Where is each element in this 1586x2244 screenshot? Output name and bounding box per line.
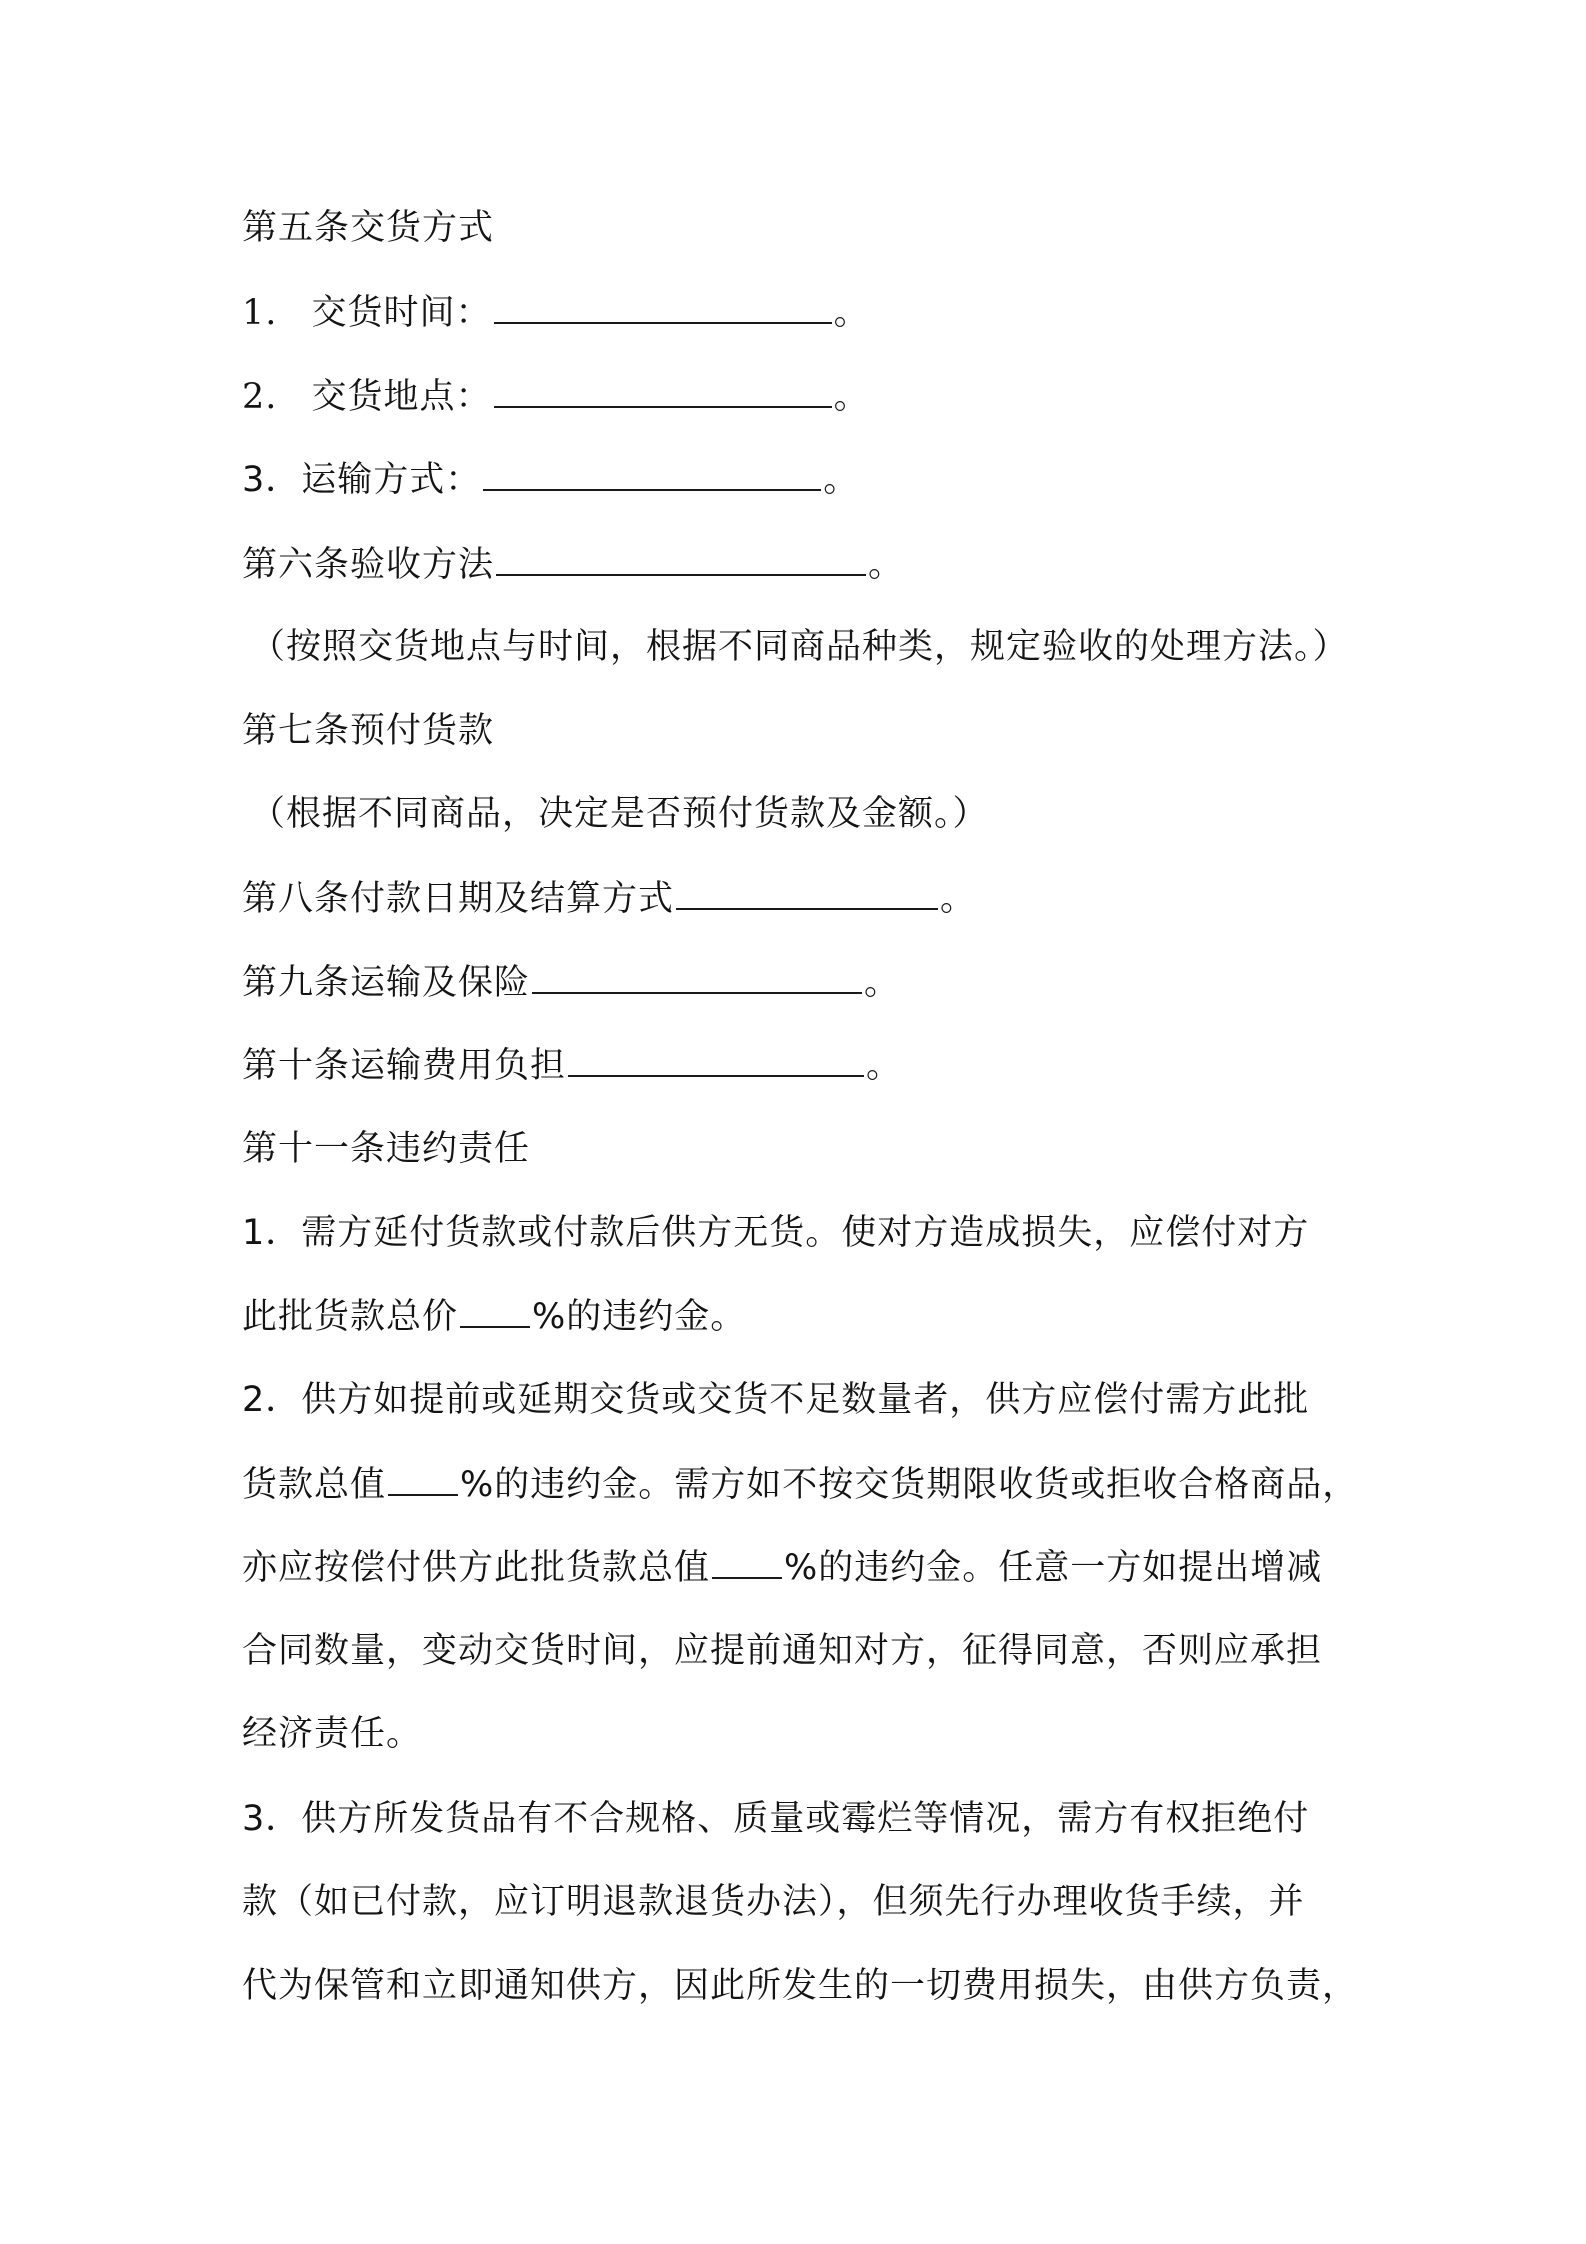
item-number: 1. bbox=[242, 293, 278, 333]
fill-in-blank[interactable] bbox=[676, 874, 938, 910]
end-mark: 。 bbox=[833, 377, 870, 417]
clause-text: %的违约金。任意一方如提出增减 bbox=[784, 1548, 1323, 1588]
article-11-clause-2-line-1 bbox=[242, 1376, 1309, 1424]
article-11-clause-1-line-2 bbox=[242, 1292, 746, 1341]
clause-text: %的违约金。需方如不按交货期限收货或拒收合格商品， bbox=[460, 1465, 1359, 1505]
item-label: 交货时间： bbox=[311, 293, 492, 333]
clause-text: 2．供方如提前或延期交货或交货不足数量者，供方应偿付需方此批 bbox=[242, 1380, 1310, 1420]
article-11-clause-1-line-1 bbox=[242, 1209, 1309, 1257]
article-5-heading-text: 第五条交货方式 bbox=[242, 208, 495, 248]
clause-text: 经济责任。 bbox=[242, 1714, 423, 1754]
article-6-heading-text: 第六条验收方法 bbox=[242, 545, 495, 585]
clause-text: 代为保管和立即通知供方，因此所发生的一切费用损失，由供方负责， bbox=[242, 1966, 1359, 2006]
end-mark: 。 bbox=[833, 293, 870, 333]
article-11-clause-3-line-2 bbox=[242, 1878, 1305, 1926]
article-11-clause-2-line-4 bbox=[242, 1627, 1322, 1675]
fill-in-blank[interactable] bbox=[483, 455, 821, 491]
percent-blank[interactable] bbox=[460, 1292, 530, 1328]
article-10-heading bbox=[242, 1041, 902, 1090]
clause-text: 亦应按偿付供方此批货款总值 bbox=[242, 1548, 711, 1588]
article-8-heading bbox=[242, 874, 976, 923]
article-8-heading-text: 第八条付款日期及结算方式 bbox=[242, 879, 675, 919]
article-9-heading bbox=[242, 958, 900, 1007]
fill-in-blank[interactable] bbox=[494, 372, 832, 408]
fill-in-blank[interactable] bbox=[496, 540, 866, 576]
article-5-item-1 bbox=[242, 288, 870, 337]
article-11-clause-3-line-1 bbox=[242, 1795, 1309, 1843]
clause-text: 货款总值 bbox=[242, 1465, 387, 1505]
article-7-heading bbox=[242, 707, 494, 755]
item-label: 交货地点： bbox=[311, 377, 492, 417]
percent-blank[interactable] bbox=[712, 1543, 782, 1579]
article-6-heading bbox=[242, 540, 904, 589]
end-mark: 。 bbox=[868, 545, 905, 585]
article-11-heading-text: 第十一条违约责任 bbox=[242, 1129, 531, 1169]
end-mark: 。 bbox=[864, 963, 901, 1003]
article-11-clause-3-line-3 bbox=[242, 1962, 1358, 2010]
end-mark: 。 bbox=[823, 460, 860, 500]
article-6-note-text: （按照交货地点与时间，根据不同商品种类，规定验收的处理方法。） bbox=[250, 627, 1349, 667]
article-9-heading-text: 第九条运输及保险 bbox=[242, 963, 531, 1003]
end-mark: 。 bbox=[940, 879, 977, 919]
item-label: 3．运输方式： bbox=[242, 460, 482, 500]
article-5-heading bbox=[242, 204, 494, 252]
article-10-heading-text: 第十条运输费用负担 bbox=[242, 1046, 567, 1086]
article-11-clause-2-line-3 bbox=[242, 1543, 1322, 1592]
clause-text: 3．供方所发货品有不合规格、质量或霉烂等情况，需方有权拒绝付 bbox=[242, 1799, 1310, 1839]
article-11-heading bbox=[242, 1125, 530, 1173]
article-6-note bbox=[250, 623, 1349, 671]
article-7-heading-text: 第七条预付货款 bbox=[242, 711, 495, 751]
clause-text: %的违约金。 bbox=[532, 1297, 747, 1337]
end-mark: 。 bbox=[866, 1046, 903, 1086]
article-7-note-text: （根据不同商品，决定是否预付货款及金额。） bbox=[250, 794, 989, 834]
fill-in-blank[interactable] bbox=[568, 1041, 864, 1077]
article-7-note bbox=[250, 790, 989, 838]
article-5-item-3 bbox=[242, 455, 859, 504]
clause-text: 合同数量，变动交货时间，应提前通知对方，征得同意，否则应承担 bbox=[242, 1631, 1323, 1671]
fill-in-blank[interactable] bbox=[532, 958, 862, 994]
fill-in-blank[interactable] bbox=[494, 288, 832, 324]
article-5-item-2 bbox=[242, 372, 870, 421]
article-11-clause-2-line-2 bbox=[242, 1460, 1358, 1509]
clause-text: 款（如已付款，应订明退款退货办法），但须先行办理收货手续，并 bbox=[242, 1882, 1305, 1922]
item-number: 2. bbox=[242, 377, 278, 417]
article-11-clause-2-line-5 bbox=[242, 1710, 422, 1758]
clause-text: 1．需方延付货款或付款后供方无货。使对方造成损失，应偿付对方 bbox=[242, 1213, 1310, 1253]
percent-blank[interactable] bbox=[388, 1460, 458, 1496]
clause-text: 此批货款总价 bbox=[242, 1297, 459, 1337]
